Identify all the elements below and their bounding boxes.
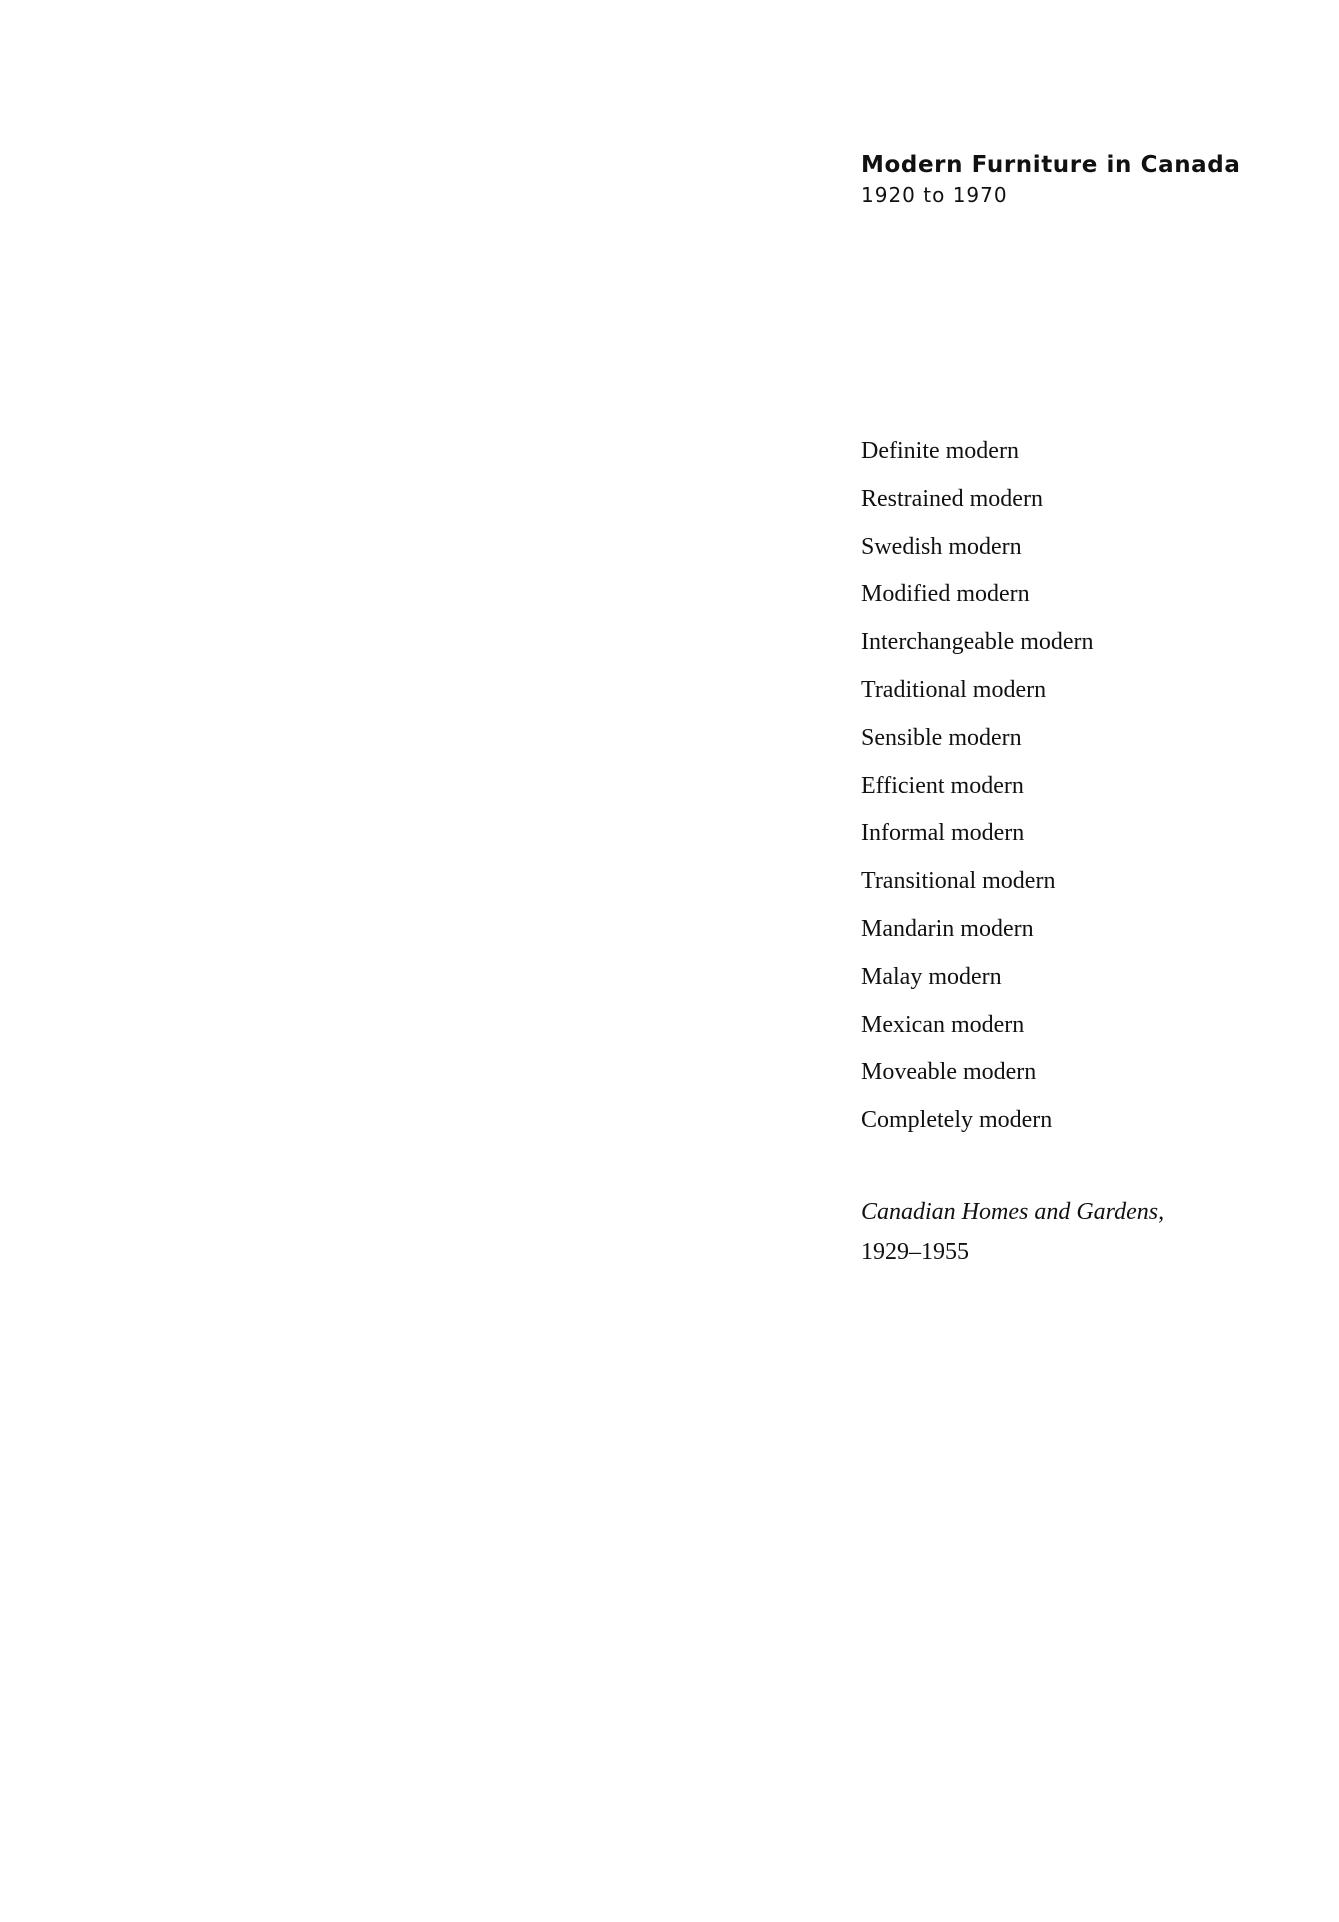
list-item: Modified modern (861, 581, 1030, 608)
list-item: Mexican modern (861, 1011, 1025, 1038)
list-item: Transitional modern (861, 868, 1056, 895)
modern-styles-list (861, 435, 1094, 1152)
page-subtitle: 1920 to 1970 (861, 183, 1008, 207)
list-item: Swedish modern (861, 533, 1022, 560)
list-item: Efficient modern (861, 772, 1024, 799)
list-item: Completely modern (861, 1107, 1053, 1134)
list-item: Interchangeable modern (861, 629, 1094, 656)
source-citation (861, 1192, 1164, 1272)
source-publication: Canadian Homes and Gardens, (861, 1199, 1165, 1225)
list-item: Informal modern (861, 820, 1025, 847)
list-item: Sensible modern (861, 724, 1022, 751)
list-item: Malay modern (861, 963, 1002, 990)
list-item: Traditional modern (861, 676, 1047, 703)
list-item: Moveable modern (861, 1059, 1037, 1086)
source-years: 1929–1955 (861, 1239, 969, 1265)
title-block (861, 150, 1240, 210)
list-item: Definite modern (861, 438, 1019, 464)
page-title: Modern Furniture in Canada (861, 152, 1241, 178)
list-item: Restrained modern (861, 485, 1043, 512)
list-item: Mandarin modern (861, 915, 1034, 942)
